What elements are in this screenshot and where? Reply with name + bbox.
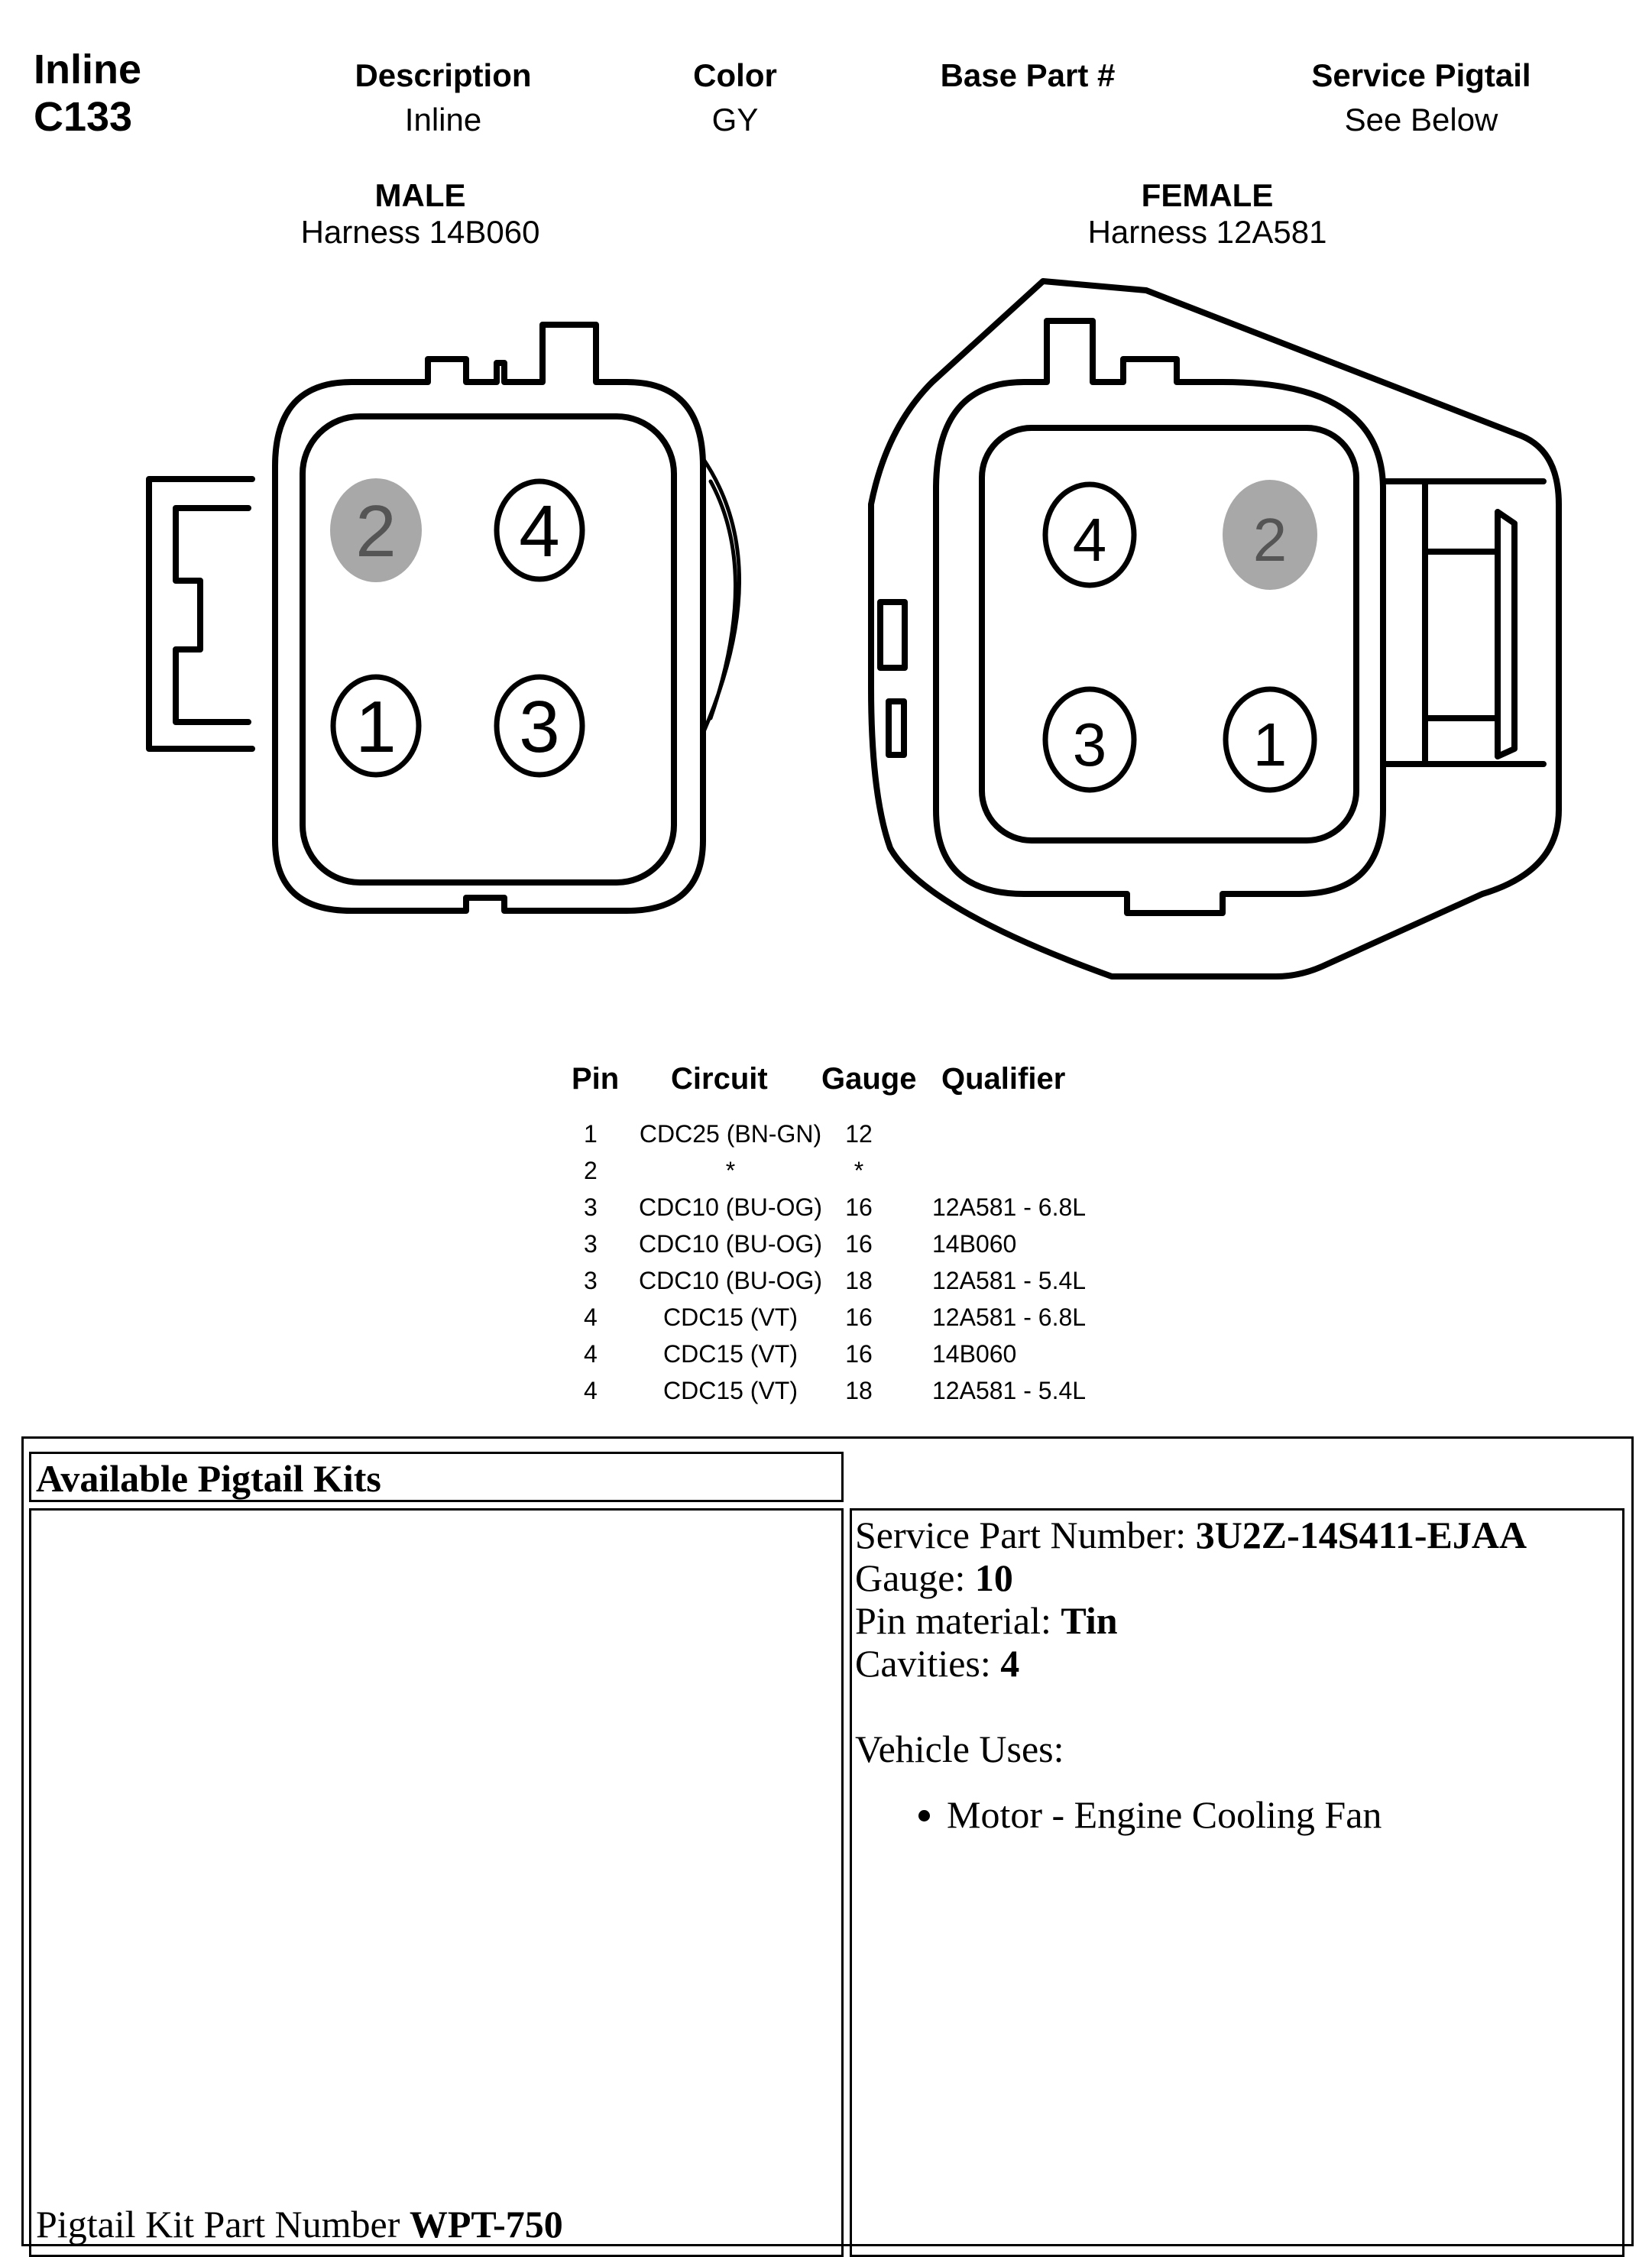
male-connector-face <box>149 325 740 911</box>
qualifier-cell: 12A581 - 6.8L <box>932 1303 1087 1331</box>
pigtail-kits-title: Available Pigtail Kits <box>36 1457 381 1500</box>
pin-table-row <box>558 1157 1169 1193</box>
gauge-cell: 16 <box>845 1193 873 1221</box>
circuit-cell: CDC10 (BU-OG) <box>638 1267 822 1294</box>
pigtail-kits-title-cell <box>29 1452 844 1502</box>
pin-table-row <box>558 1230 1169 1267</box>
gauge-line <box>855 1556 1612 1599</box>
female-housing <box>871 281 1559 976</box>
service-part-line <box>855 1514 1612 1556</box>
gauge-cell: * <box>854 1157 864 1184</box>
pigtail-details <box>855 1514 1612 1836</box>
service-part-value: 3U2Z-14S411-EJAA <box>1195 1514 1527 1556</box>
pin-table-header-qualifier: Qualifier <box>941 1062 1066 1096</box>
female-lock-slot-upper <box>880 602 905 668</box>
male-pin-4 <box>497 481 582 579</box>
pin-cell: 1 <box>584 1120 598 1148</box>
pin-table-row <box>558 1340 1169 1377</box>
qualifier-cell: 12A581 - 5.4L <box>932 1377 1087 1404</box>
circuit-cell: * <box>725 1157 736 1184</box>
male-side-ribs <box>703 458 740 733</box>
female-connector-face <box>871 281 1559 976</box>
header-col-description <box>290 53 596 142</box>
gauge-cell: 18 <box>845 1377 873 1404</box>
pin-cell: 3 <box>584 1193 598 1221</box>
female-pin-2 <box>1223 480 1317 590</box>
female-pin-1 <box>1226 689 1314 790</box>
male-side-latch <box>149 479 252 749</box>
svg-text:3: 3 <box>1072 711 1107 779</box>
svg-text:1: 1 <box>1252 711 1288 779</box>
kit-part-value: WPT-750 <box>409 2203 563 2246</box>
gauge-value: 10 <box>974 1556 1013 1599</box>
pin-table-row <box>558 1120 1169 1157</box>
pin-material-line <box>855 1599 1612 1642</box>
vehicle-uses-list <box>855 1793 1612 1836</box>
svg-text:4: 4 <box>519 491 560 572</box>
male-pin-3 <box>497 677 582 775</box>
color-heading: Color <box>693 57 777 93</box>
male-harness: Harness 14B060 <box>300 214 540 250</box>
female-harness: Harness 12A581 <box>1087 214 1327 250</box>
gauge-cell: 16 <box>845 1303 873 1331</box>
qualifier-cell: 12A581 - 6.8L <box>932 1193 1087 1221</box>
header-col-base-part <box>886 53 1169 98</box>
pin-table-header-circuit: Circuit <box>671 1062 768 1096</box>
cavities-value: 4 <box>1000 1642 1020 1685</box>
cavities-line <box>855 1642 1612 1685</box>
qualifier-cell: 12A581 - 5.4L <box>932 1267 1087 1294</box>
svg-text:2: 2 <box>1252 506 1288 574</box>
service-pigtail-heading: Service Pigtail <box>1311 57 1531 93</box>
female-pin-3 <box>1045 689 1134 790</box>
svg-text:2: 2 <box>355 491 397 572</box>
circuit-cell: CDC10 (BU-OG) <box>638 1230 822 1258</box>
gauge-cell: 16 <box>845 1340 873 1368</box>
male-heading: MALE <box>374 177 466 213</box>
pin-table-row <box>558 1303 1169 1340</box>
circuit-cell: CDC10 (BU-OG) <box>638 1193 822 1221</box>
description-heading: Description <box>355 57 532 93</box>
pin-table-row <box>558 1193 1169 1230</box>
vehicle-use-item: • Motor - Engine Cooling Fan <box>947 1793 1612 1836</box>
circuit-cell: CDC25 (BN-GN) <box>639 1120 822 1148</box>
description-value: Inline <box>404 102 482 138</box>
female-side-latch <box>1383 481 1543 764</box>
qualifier-cell: 14B060 <box>932 1230 1017 1258</box>
color-value: GY <box>711 102 759 138</box>
gauge-cell: 16 <box>845 1230 873 1258</box>
pin-table <box>558 1062 1169 1406</box>
vehicle-uses-label: Vehicle Uses: <box>855 1728 1064 1770</box>
pin-cell: 3 <box>584 1267 598 1294</box>
kit-part-label: Pigtail Kit Part Number <box>36 2203 410 2246</box>
base-part-heading: Base Part # <box>940 57 1116 93</box>
svg-text:1: 1 <box>355 686 397 768</box>
pin-cell: 2 <box>584 1157 598 1184</box>
pin-material-value: Tin <box>1061 1599 1118 1642</box>
qualifier-cell: 14B060 <box>932 1340 1017 1368</box>
gauge-cell: 12 <box>845 1120 873 1148</box>
female-lock-slot-lower <box>889 701 904 755</box>
pigtail-details-cell <box>850 1508 1624 2257</box>
header-col-color <box>620 53 850 142</box>
male-pin-1 <box>333 677 419 775</box>
gauge-label: Gauge: <box>855 1556 975 1599</box>
connector-id: C133 <box>34 94 133 140</box>
circuit-cell: CDC15 (VT) <box>662 1340 798 1368</box>
pin-cell: 4 <box>584 1303 598 1331</box>
pin-cell: 4 <box>584 1340 598 1368</box>
pigtail-image-cell <box>29 1508 844 2257</box>
connector-type: Inline <box>34 47 142 92</box>
gauge-cell: 18 <box>845 1267 873 1294</box>
female-pin-4 <box>1045 484 1134 585</box>
female-outer-shell <box>936 321 1383 913</box>
pin-cell: 4 <box>584 1377 598 1404</box>
male-outer-shell <box>275 325 703 911</box>
service-pigtail-value: See Below <box>1344 102 1498 138</box>
pin-material-label: Pin material: <box>855 1599 1061 1642</box>
male-pin-2 <box>330 478 422 582</box>
header-col-service-pigtail <box>1268 53 1574 142</box>
svg-text:3: 3 <box>519 686 560 768</box>
circuit-cell: CDC15 (VT) <box>662 1303 798 1331</box>
cavities-label: Cavities: <box>855 1642 1001 1685</box>
female-heading: FEMALE <box>1141 177 1274 213</box>
svg-text:4: 4 <box>1072 506 1107 574</box>
pin-cell: 3 <box>584 1230 598 1258</box>
female-connector-label <box>1016 177 1398 251</box>
male-connector-label <box>229 177 611 251</box>
pin-table-header-gauge: Gauge <box>821 1062 917 1096</box>
connector-diagrams <box>0 260 1652 986</box>
circuit-cell: CDC15 (VT) <box>662 1377 798 1404</box>
pin-table-row <box>558 1267 1169 1303</box>
pin-table-header-pin: Pin <box>572 1062 620 1096</box>
service-part-label: Service Part Number: <box>855 1514 1196 1556</box>
pin-table-row <box>558 1377 1169 1413</box>
pigtail-kit-part-number <box>36 2203 563 2246</box>
